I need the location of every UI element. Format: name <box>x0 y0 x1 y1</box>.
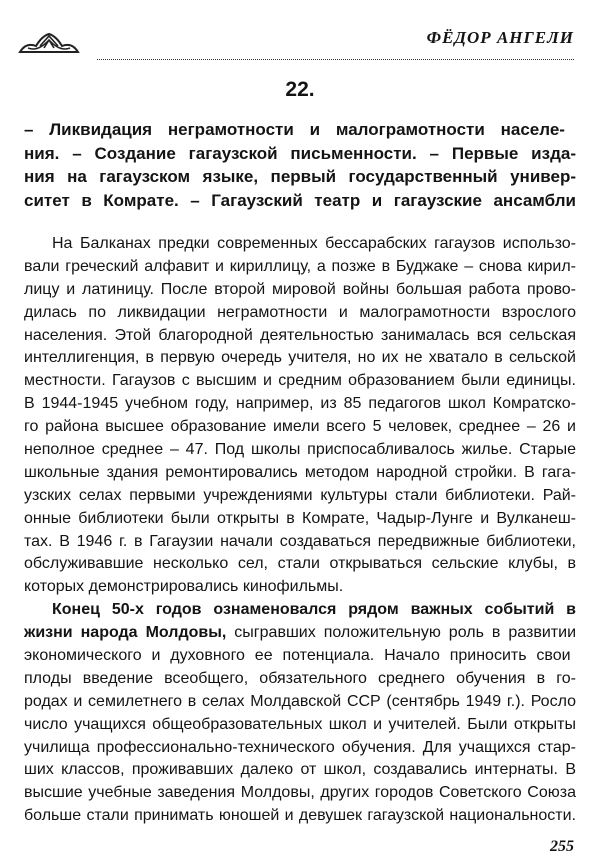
text-segment: школьные здания ремонтировались методом народной стройки. В гага- <box>24 463 576 481</box>
body-line <box>24 645 576 668</box>
bold-text: Конец 50-х годов ознаменовался рядом важных событий в <box>52 601 576 619</box>
body-line-text <box>24 578 343 595</box>
heading-line <box>24 165 576 189</box>
body-line-text <box>24 349 576 366</box>
text-segment: обслуживавшие несколько сел, стали открываться сельские клубы, в <box>24 555 576 573</box>
body-line <box>24 737 576 760</box>
text-segment: высшие учебные заведения Молдовы, других городов Советского Союза <box>24 784 576 802</box>
body-line-text <box>24 418 576 435</box>
text-segment: На Балканах предки современных бессарабских гагаузов использо- <box>52 235 576 252</box>
body-line-text <box>24 441 576 458</box>
heading-line <box>24 142 576 166</box>
body-line <box>24 233 576 256</box>
body-line <box>24 416 576 439</box>
text-segment: экономического и духовного ее потенциала. Начало приносить свои <box>24 647 571 665</box>
text-segment: интеллигенция, в первую очередь учителя, но их не хватало в сельской <box>24 349 576 367</box>
body-line-text <box>24 647 571 664</box>
heading-line <box>24 189 576 213</box>
heading-line <box>24 118 576 142</box>
body-line-text <box>24 784 576 801</box>
chapter-heading <box>24 118 576 212</box>
body-line-text <box>24 281 576 298</box>
body-line-text <box>24 555 576 572</box>
body-text <box>24 233 576 828</box>
heading-line-text: – Ликвидация неграмотности и малограмотности населе- <box>24 120 565 139</box>
heading-line-text: ния. – Создание гагаузской письменности. – Первые изда- <box>24 143 576 163</box>
body-line <box>24 325 576 348</box>
text-segment: вали греческий алфавит и кириллицу, а позже в Буджаке – снова кирил- <box>24 257 576 275</box>
body-line <box>24 782 576 805</box>
text-segment: которых демонстрировались кинофильмы. <box>24 578 344 596</box>
body-line <box>24 599 576 622</box>
body-line <box>24 759 576 782</box>
text-segment: населения. Этой благородной деятельностью занималась вся сельская <box>24 326 576 344</box>
heading-line-text: ситет в Комрате. – Гагаузский театр и гагаузские ансамбли <box>24 190 576 210</box>
text-segment: го района высшее образование имели всего 5 человек, среднее – 26 и <box>24 418 576 436</box>
body-line-text <box>24 670 576 687</box>
body-line <box>24 279 576 302</box>
page-number: 255 <box>550 838 574 855</box>
body-line-text <box>24 761 576 778</box>
text-segment: неполное среднее – 47. Под школы приспосабливалось жилье. Старые <box>24 441 576 459</box>
body-line-text <box>24 487 576 504</box>
body-line <box>24 714 576 737</box>
body-line <box>24 576 576 599</box>
body-line-text <box>24 807 576 824</box>
text-segment: местности. Гагаузов с высшим и средним образованием были единицы. <box>24 372 576 390</box>
body-line-text <box>24 716 576 733</box>
body-line <box>24 668 576 691</box>
body-line-text <box>24 510 576 527</box>
body-line-text <box>24 372 576 389</box>
body-line <box>24 370 576 393</box>
body-line <box>24 508 576 531</box>
body-line <box>24 553 576 576</box>
text-segment: дилась по ликвидации неграмотности и малограмотности взрослого <box>24 303 576 321</box>
body-line-text <box>24 739 576 756</box>
body-line-text <box>24 624 576 641</box>
body-line <box>24 462 576 485</box>
text-segment: узских селах первыми учреждениями культуры стали библиотеки. Рай- <box>24 486 576 504</box>
text-segment: тах. В 1946 г. в Гагаузии начали создаваться передвижные библиотеки, <box>24 532 576 550</box>
body-line-text <box>24 533 576 550</box>
body-line <box>24 531 576 554</box>
body-line-text <box>24 258 576 275</box>
body-line <box>24 302 576 325</box>
text-segment: сыгравших положительную роль в развитии <box>226 624 576 642</box>
bold-text: жизни народа Молдовы, <box>24 624 227 642</box>
body-line-text <box>24 327 576 344</box>
body-line-text <box>24 304 576 321</box>
text-segment: родах и семилетнего в селах Молдавской ССР (сентябрь 1949 г.). Росло <box>24 692 576 710</box>
body-line-text <box>52 235 576 252</box>
text-segment: В 1944-1945 учебном году, например, из 85 педагогов школ Комратско- <box>24 395 576 413</box>
body-line <box>24 347 576 370</box>
text-segment: ших классов, проживавших далеко от школ, создавались интернаты. В <box>24 761 576 779</box>
ornament-icon <box>18 30 80 61</box>
body-line <box>24 485 576 508</box>
text-segment: больше стали принимать юношей и девушек гагаузской национальности. <box>24 807 576 825</box>
text-segment: лицу и латиницу. После второй мировой войны большая работа прово- <box>24 280 576 298</box>
body-line-text <box>24 464 576 481</box>
text-segment: число учащихся общеобразовательных школ и учителей. Были открыты <box>24 715 576 733</box>
body-line <box>24 256 576 279</box>
body-line-text <box>24 693 576 710</box>
body-line <box>24 691 576 714</box>
body-line <box>24 393 576 416</box>
heading-line-text: ния на гагаузском языке, первый государственный универ- <box>24 167 576 186</box>
text-segment: плоды введение всеобщего, обязательного среднего обучения в го- <box>24 669 576 687</box>
chapter-number: 22. <box>285 78 315 101</box>
body-line-text <box>24 395 576 412</box>
body-line <box>24 439 576 462</box>
body-line <box>24 805 576 828</box>
body-line-text <box>52 601 576 618</box>
header-divider <box>97 59 574 60</box>
text-segment: училища профессионально-технического обучения. Для учащихся стар- <box>24 738 576 756</box>
running-header-author: ФЁДОР АНГЕЛИ <box>426 28 574 47</box>
text-segment: онные библиотеки были открыты в Комрате, Чадыр-Лунге и Вулканеш- <box>24 509 576 527</box>
body-line <box>24 622 576 645</box>
